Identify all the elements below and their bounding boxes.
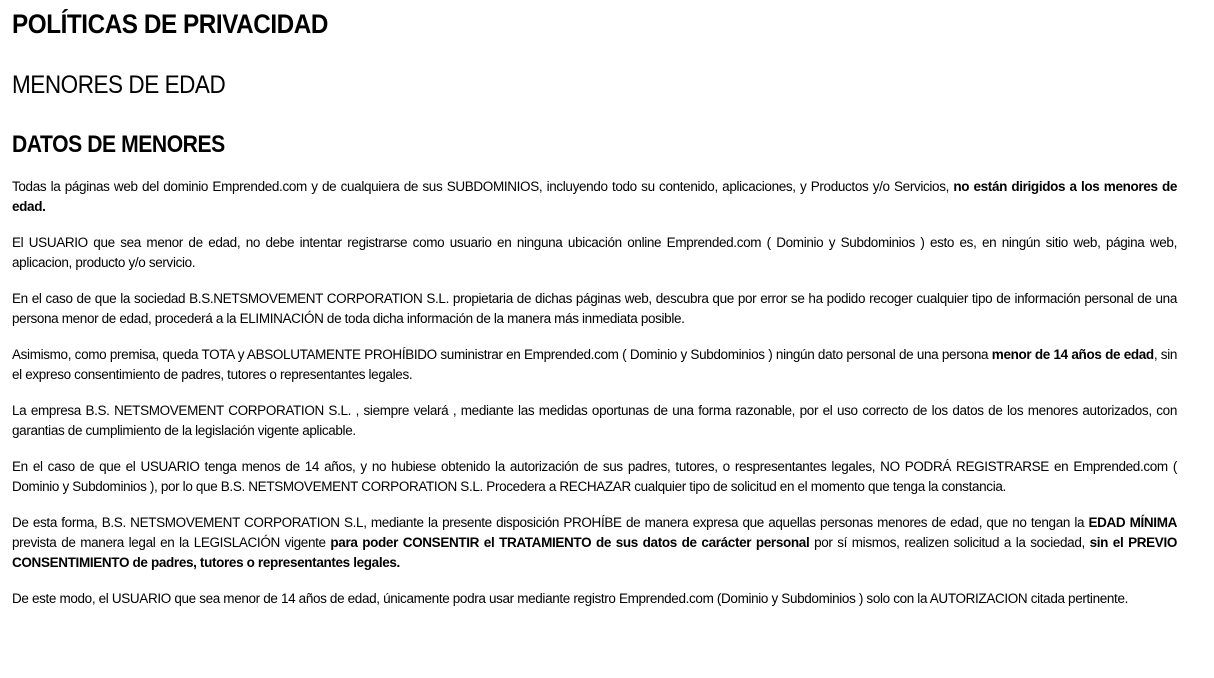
paragraph: En el caso de que el USUARIO tenga menos de 14 años, y no hubiese obtenido la autorización de sus padres, tutores, o respresentantes legales, NO PODRÁ REGISTRARSE en Emprended.com ( Dominio y Subdominios ), por lo que B.S. NETSMOVEMENT CORPORATION S.L. Procedera a RECHAZAR cualquier tipo de solicitud en el momento que tenga la constancia. (12, 459, 1177, 494)
paragraph: De esta forma, B.S. NETSMOVEMENT CORPORATION S.L, mediante la presente disposición PROHÍBE de manera expresa que aquellas personas menores de edad, que no tengan la EDAD MÍNIMA prevista de manera legal en la LEGISLACIÓN vigente para poder CONSENTIR el TRATAMIENTO de sus datos de carácter personal por sí mismos, realizen solicitud a la sociedad, sin el PREVIO CONSENTIMIENTO de padres, tutores o representantes legales. (12, 515, 1177, 570)
paragraph: La empresa B.S. NETSMOVEMENT CORPORATION S.L. , siempre velará , mediante las medidas oportunas de una forma razonable, por el uso correcto de los datos de los menores autorizados, con garantias de cumplimiento de la legislación vigente aplicable. (12, 403, 1177, 438)
paragraph: Asimismo, como premisa, queda TOTA y ABSOLUTAMENTE PROHÍBIDO suministrar en Emprended.com ( Dominio y Subdominios ) ningún dato personal de una persona menor de 14 años de edad, sin el expreso consentimiento de padres, tutores o representantes legales. (12, 347, 1178, 382)
paragraph: El USUARIO que sea menor de edad, no debe intentar registrarse como usuario en ninguna ubicación online Emprended.com ( Dominio y Subdominios ) esto es, en ningún sitio web, página web, aplicacion, producto y/o servicio. (12, 235, 1177, 270)
page-title: POLÍTICAS DE PRIVACIDAD (12, 9, 328, 39)
section-title: MENORES DE EDAD (12, 71, 226, 99)
paragraph: Todas la páginas web del dominio Emprended.com y de cualquiera de sus SUBDOMINIOS, incluyendo todo su contenido, aplicaciones, y Productos y/o Servicios, no están dirigidos a los menores de edad. (12, 179, 1177, 214)
subsection-title: DATOS DE MENORES (12, 131, 225, 158)
paragraph: En el caso de que la sociedad B.S.NETSMOVEMENT CORPORATION S.L. propietaria de dichas páginas web, descubra que por error se ha podido recoger cualquier tipo de información personal de una persona menor de edad, procederá a la ELIMINACIÓN de toda dicha información de la manera más inmediata posible. (12, 291, 1177, 326)
paragraph: De este modo, el USUARIO que sea menor de 14 años de edad, únicamente podra usar mediante registro Emprended.com (Dominio y Subdominios ) solo con la AUTORIZACION citada pertinente. (12, 591, 1129, 606)
